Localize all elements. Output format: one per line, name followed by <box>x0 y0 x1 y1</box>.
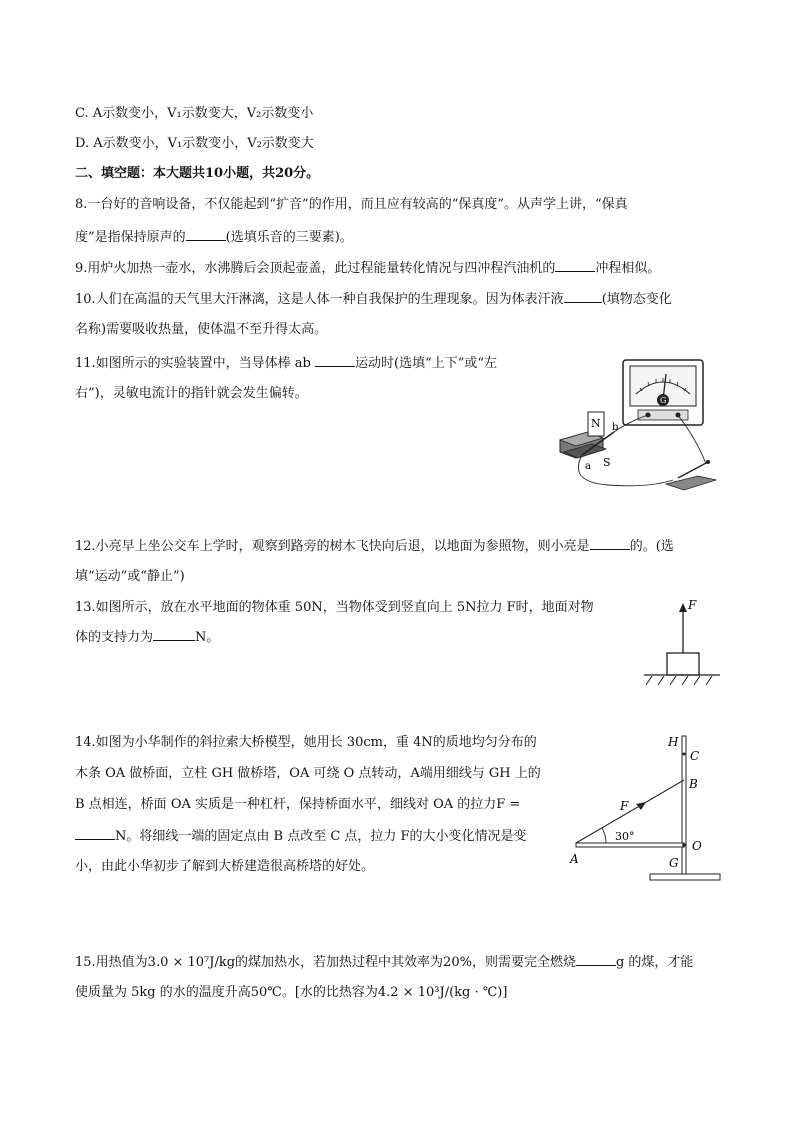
q10-text-a: 10.人们在高温的天气里大汗淋漓，这是人体一种自我保护的生理现象。因为体表汗液 <box>75 292 564 307</box>
label-n: N <box>591 417 601 430</box>
q13-answer-blank[interactable] <box>153 628 195 641</box>
q14-text-a: N。将细线一端的固定点由 B 点改至 C 点，拉力 F的大小变化情况是变 <box>115 829 527 844</box>
q14-line4 <box>75 827 527 846</box>
q10-answer-blank[interactable] <box>564 290 602 303</box>
q9-line <box>75 259 660 278</box>
svg-text:G: G <box>660 396 667 405</box>
q11-text-b: 运动时(选填“上下”或“左 <box>355 356 498 371</box>
q8-text-a: 度”是指保持原声的 <box>75 230 186 245</box>
label-g: G <box>669 856 679 870</box>
label-o: O <box>692 839 702 853</box>
label-s: S <box>603 456 611 469</box>
deck-icon <box>576 843 684 847</box>
q11-answer-blank[interactable] <box>315 354 355 367</box>
q9-text-a: 9.用炉火加热一壶水，水沸腾后会顶起壶盖，此过程能量转化情况与四冲程汽油机的 <box>75 261 556 276</box>
point-c-icon <box>683 753 686 756</box>
q15-line1 <box>75 953 693 972</box>
q9-answer-blank[interactable] <box>555 259 595 272</box>
label-a: A <box>570 852 579 866</box>
bridge-figure <box>562 730 732 882</box>
q9-text-b: 冲程相似。 <box>595 261 661 276</box>
q10-line2: 名称)需要吸收热量，使体温不至升得太高。 <box>75 322 328 337</box>
label-h: H <box>668 735 679 749</box>
q12-text-b: 的。(选 <box>629 539 674 554</box>
force-figure <box>640 595 725 690</box>
q15-text-b: g 的煤，才能 <box>615 955 694 970</box>
q13-line1: 13.如图所示，放在水平地面的物体重 50N，当物体受到竖直向上 5N拉力 F时，地面对物 <box>75 600 594 615</box>
label-b: b <box>612 422 619 433</box>
pivot-o-icon <box>682 843 686 847</box>
angle-arc-icon <box>602 828 606 843</box>
q8-line2 <box>75 228 353 247</box>
q15-text-a: 15.用热值为3.0 × 10⁷J/kg的煤加热水，若加热过程中其效率为20%，则需要完全燃烧 <box>75 955 576 970</box>
section-heading: 二、填空题：本大题共10小题，共20分。 <box>75 166 320 181</box>
q11-line1 <box>75 354 497 373</box>
wire-icon <box>578 455 673 486</box>
q8-text-b: (选填乐音的三要素)。 <box>225 230 353 245</box>
q11-line2: 右”)，灵敏电流计的指针就会发生偏转。 <box>75 386 308 401</box>
option-d: D. A示数变小，V₁示数变小，V₂示数变大 <box>75 136 314 151</box>
q8-answer-blank[interactable] <box>186 228 226 241</box>
q13-line2 <box>75 628 219 647</box>
q12-answer-blank[interactable] <box>590 537 630 550</box>
label-f: F <box>620 799 629 813</box>
q13-text-b: N。 <box>195 630 220 645</box>
q12-text-a: 12.小亮早上坐公交车上学时，观察到路旁的树木飞快向后退，以地面为参照物，则小亮是 <box>75 539 590 554</box>
q10-line1 <box>75 290 672 309</box>
q14-answer-blank[interactable] <box>75 827 115 840</box>
option-c: C. A示数变小，V₁示数变大，V₂示数变小 <box>75 106 314 121</box>
force-arrow-icon <box>636 802 646 810</box>
q15-answer-blank[interactable] <box>576 953 616 966</box>
q13-text-a: 体的支持力为 <box>75 630 154 645</box>
galvanometer-figure <box>548 352 723 497</box>
q15-line2: 使质量为 5kg 的水的温度升高50℃。[水的比热容为4.2 × 10³J/(kg · ℃)] <box>75 985 508 1000</box>
block-icon <box>667 653 699 675</box>
q14-line5: 小，由此小华初步了解到大桥建造很高桥塔的好处。 <box>75 859 375 874</box>
label-angle: 30° <box>615 830 635 843</box>
q14-line2: 木条 OA 做桥面，立柱 GH 做桥塔，OA 可绕 O 点转动，A端用细线与 GH 上的 <box>75 766 541 781</box>
q10-text-b: (填物态变化 <box>601 292 672 307</box>
q11-text-a: 11.如图所示的实验装置中，当导体棒 ab <box>75 356 316 371</box>
label-c: C <box>690 749 700 763</box>
q12-line1 <box>75 537 674 556</box>
tower-icon <box>682 736 686 874</box>
switch-icon <box>666 476 716 490</box>
q14-line3: B 点相连，桥面 OA 实质是一种杠杆，保持桥面水平，细线对 OA 的拉力F = <box>75 797 521 812</box>
q14-line1: 14.如图为小华制作的斜拉索大桥模型，她用长 30cm，重 4N的质地均匀分布的 <box>75 735 537 750</box>
q12-line2: 填“运动”或“静止”) <box>75 569 185 584</box>
label-b: B <box>689 777 698 791</box>
base-icon <box>650 874 720 880</box>
label-a: a <box>585 461 591 472</box>
q8-line1: 8.一台好的音响设备，不仅能起到“扩音”的作用，而且应有较高的“保真度”。从声学上讲，“保真 <box>75 197 628 212</box>
label-f: F <box>688 598 697 612</box>
